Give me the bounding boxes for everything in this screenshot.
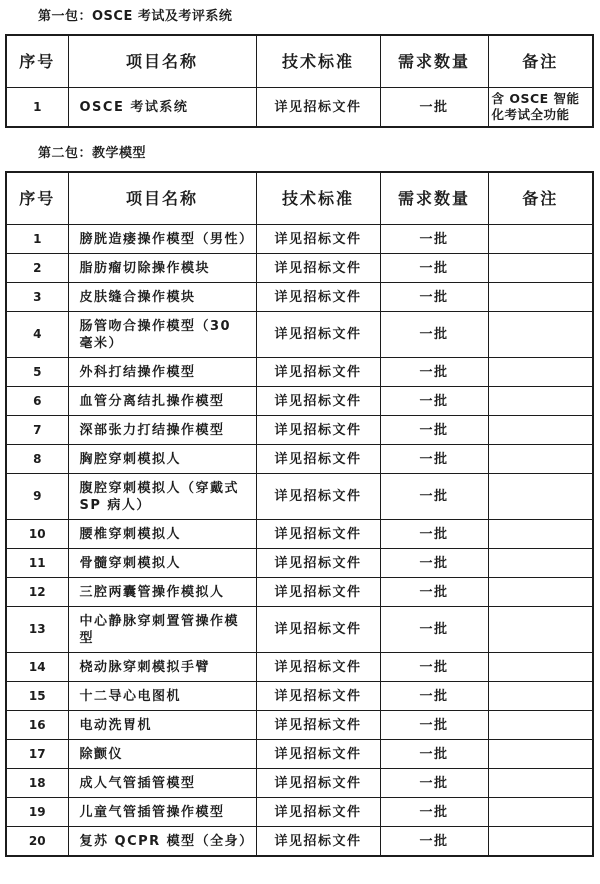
cell-qty: 一批 xyxy=(380,711,488,740)
cell-qty: 一批 xyxy=(380,312,488,358)
cell-standard: 详见招标文件 xyxy=(256,358,380,387)
cell-remark xyxy=(488,682,593,711)
package2-header-row xyxy=(6,172,593,225)
cell-qty: 一批 xyxy=(380,607,488,653)
table-row xyxy=(6,549,593,578)
cell-standard: 详见招标文件 xyxy=(256,607,380,653)
cell-standard: 详见招标文件 xyxy=(256,387,380,416)
cell-no: 17 xyxy=(6,740,68,769)
cell-qty: 一批 xyxy=(380,416,488,445)
cell-qty: 一批 xyxy=(380,769,488,798)
cell-name: 腰椎穿刺模拟人 xyxy=(68,520,256,549)
package1-header-row xyxy=(6,35,593,88)
cell-name: 复苏 QCPR 模型（全身） xyxy=(68,827,256,857)
table-row xyxy=(6,827,593,857)
table-row xyxy=(6,711,593,740)
cell-name: 成人气管插管模型 xyxy=(68,769,256,798)
cell-qty: 一批 xyxy=(380,387,488,416)
cell-remark xyxy=(488,387,593,416)
cell-qty: 一批 xyxy=(380,445,488,474)
cell-no: 14 xyxy=(6,653,68,682)
cell-name: 除颤仪 xyxy=(68,740,256,769)
header-cell-qty: 需求数量 xyxy=(380,35,488,88)
table-row xyxy=(6,578,593,607)
table-row xyxy=(6,387,593,416)
cell-name: 膀胱造瘘操作模型（男性） xyxy=(68,225,256,254)
cell-name: 血管分离结扎操作模型 xyxy=(68,387,256,416)
table-row xyxy=(6,416,593,445)
cell-no: 6 xyxy=(6,387,68,416)
cell-no: 1 xyxy=(6,225,68,254)
cell-remark xyxy=(488,740,593,769)
table-row xyxy=(6,88,593,128)
cell-remark xyxy=(488,549,593,578)
cell-remark xyxy=(488,445,593,474)
table-row xyxy=(6,312,593,358)
cell-name: 深部张力打结操作模型 xyxy=(68,416,256,445)
cell-qty: 一批 xyxy=(380,283,488,312)
cell-no: 3 xyxy=(6,283,68,312)
cell-name: 皮肤缝合操作模块 xyxy=(68,283,256,312)
package2-table xyxy=(5,171,594,857)
cell-standard: 详见招标文件 xyxy=(256,740,380,769)
cell-no: 4 xyxy=(6,312,68,358)
cell-name: 肠管吻合操作模型（30 毫米） xyxy=(68,312,256,358)
cell-no: 16 xyxy=(6,711,68,740)
cell-standard: 详见招标文件 xyxy=(256,827,380,857)
cell-remark xyxy=(488,827,593,857)
cell-no: 20 xyxy=(6,827,68,857)
cell-remark xyxy=(488,225,593,254)
cell-remark xyxy=(488,769,593,798)
cell-no: 18 xyxy=(6,769,68,798)
cell-standard: 详见招标文件 xyxy=(256,416,380,445)
cell-remark xyxy=(488,283,593,312)
package1-title: 第一包：OSCE 考试及考评系统 xyxy=(38,9,233,24)
cell-no: 8 xyxy=(6,445,68,474)
cell-no: 2 xyxy=(6,254,68,283)
cell-remark xyxy=(488,711,593,740)
cell-no: 13 xyxy=(6,607,68,653)
cell-name: 脂肪瘤切除操作模块 xyxy=(68,254,256,283)
cell-name: 骨髓穿刺模拟人 xyxy=(68,549,256,578)
cell-no: 7 xyxy=(6,416,68,445)
table-row xyxy=(6,358,593,387)
cell-name: 儿童气管插管操作模型 xyxy=(68,798,256,827)
cell-standard: 详见招标文件 xyxy=(256,88,380,128)
cell-standard: 详见招标文件 xyxy=(256,682,380,711)
cell-name: 胸腔穿刺模拟人 xyxy=(68,445,256,474)
table-row xyxy=(6,225,593,254)
cell-name: 桡动脉穿刺模拟手臂 xyxy=(68,653,256,682)
package1-table-body xyxy=(6,88,593,128)
header-cell-standard: 技术标准 xyxy=(256,35,380,88)
cell-standard: 详见招标文件 xyxy=(256,711,380,740)
cell-qty: 一批 xyxy=(380,549,488,578)
header-cell-no: 序号 xyxy=(6,35,68,88)
cell-remark xyxy=(488,254,593,283)
header-cell-no: 序号 xyxy=(6,172,68,225)
table-row xyxy=(6,520,593,549)
cell-qty: 一批 xyxy=(380,740,488,769)
cell-qty: 一批 xyxy=(380,254,488,283)
cell-name: 外科打结操作模型 xyxy=(68,358,256,387)
cell-no: 11 xyxy=(6,549,68,578)
table-row xyxy=(6,474,593,520)
cell-standard: 详见招标文件 xyxy=(256,254,380,283)
cell-qty: 一批 xyxy=(380,474,488,520)
cell-name: 中心静脉穿刺置管操作模型 xyxy=(68,607,256,653)
cell-remark xyxy=(488,312,593,358)
cell-name: 三腔两囊管操作模拟人 xyxy=(68,578,256,607)
package2-table-body xyxy=(6,225,593,857)
cell-remark xyxy=(488,578,593,607)
cell-standard: 详见招标文件 xyxy=(256,578,380,607)
table-row xyxy=(6,682,593,711)
cell-remark xyxy=(488,416,593,445)
cell-remark xyxy=(488,474,593,520)
cell-remark xyxy=(488,607,593,653)
cell-no: 5 xyxy=(6,358,68,387)
cell-qty: 一批 xyxy=(380,88,488,128)
cell-no: 1 xyxy=(6,88,68,128)
table-row xyxy=(6,769,593,798)
table-row xyxy=(6,653,593,682)
cell-remark xyxy=(488,798,593,827)
header-cell-qty: 需求数量 xyxy=(380,172,488,225)
header-cell-name: 项目名称 xyxy=(68,35,256,88)
header-cell-name: 项目名称 xyxy=(68,172,256,225)
cell-standard: 详见招标文件 xyxy=(256,283,380,312)
cell-name: 腹腔穿刺模拟人（穿戴式 SP 病人） xyxy=(68,474,256,520)
cell-qty: 一批 xyxy=(380,827,488,857)
cell-remark xyxy=(488,520,593,549)
table-row xyxy=(6,283,593,312)
cell-qty: 一批 xyxy=(380,578,488,607)
cell-standard: 详见招标文件 xyxy=(256,520,380,549)
cell-standard: 详见招标文件 xyxy=(256,445,380,474)
cell-remark: 含 OSCE 智能化考试全功能 xyxy=(488,88,593,128)
table-row xyxy=(6,254,593,283)
table-row xyxy=(6,445,593,474)
cell-standard: 详见招标文件 xyxy=(256,225,380,254)
header-cell-remark: 备注 xyxy=(488,35,593,88)
cell-qty: 一批 xyxy=(380,653,488,682)
table-row xyxy=(6,740,593,769)
cell-standard: 详见招标文件 xyxy=(256,549,380,578)
cell-standard: 详见招标文件 xyxy=(256,769,380,798)
cell-standard: 详见招标文件 xyxy=(256,312,380,358)
table-row xyxy=(6,798,593,827)
cell-no: 12 xyxy=(6,578,68,607)
header-cell-remark: 备注 xyxy=(488,172,593,225)
cell-name: OSCE 考试系统 xyxy=(68,88,256,128)
cell-no: 19 xyxy=(6,798,68,827)
cell-qty: 一批 xyxy=(380,682,488,711)
cell-remark xyxy=(488,358,593,387)
cell-no: 9 xyxy=(6,474,68,520)
cell-qty: 一批 xyxy=(380,225,488,254)
cell-standard: 详见招标文件 xyxy=(256,474,380,520)
cell-name: 电动洗胃机 xyxy=(68,711,256,740)
package1-table xyxy=(5,34,594,128)
cell-qty: 一批 xyxy=(380,798,488,827)
header-cell-standard: 技术标准 xyxy=(256,172,380,225)
cell-qty: 一批 xyxy=(380,358,488,387)
cell-standard: 详见招标文件 xyxy=(256,653,380,682)
cell-no: 15 xyxy=(6,682,68,711)
package2-title: 第二包：教学模型 xyxy=(38,146,147,161)
cell-no: 10 xyxy=(6,520,68,549)
cell-name: 十二导心电图机 xyxy=(68,682,256,711)
cell-qty: 一批 xyxy=(380,520,488,549)
cell-remark xyxy=(488,653,593,682)
table-row xyxy=(6,607,593,653)
cell-standard: 详见招标文件 xyxy=(256,798,380,827)
